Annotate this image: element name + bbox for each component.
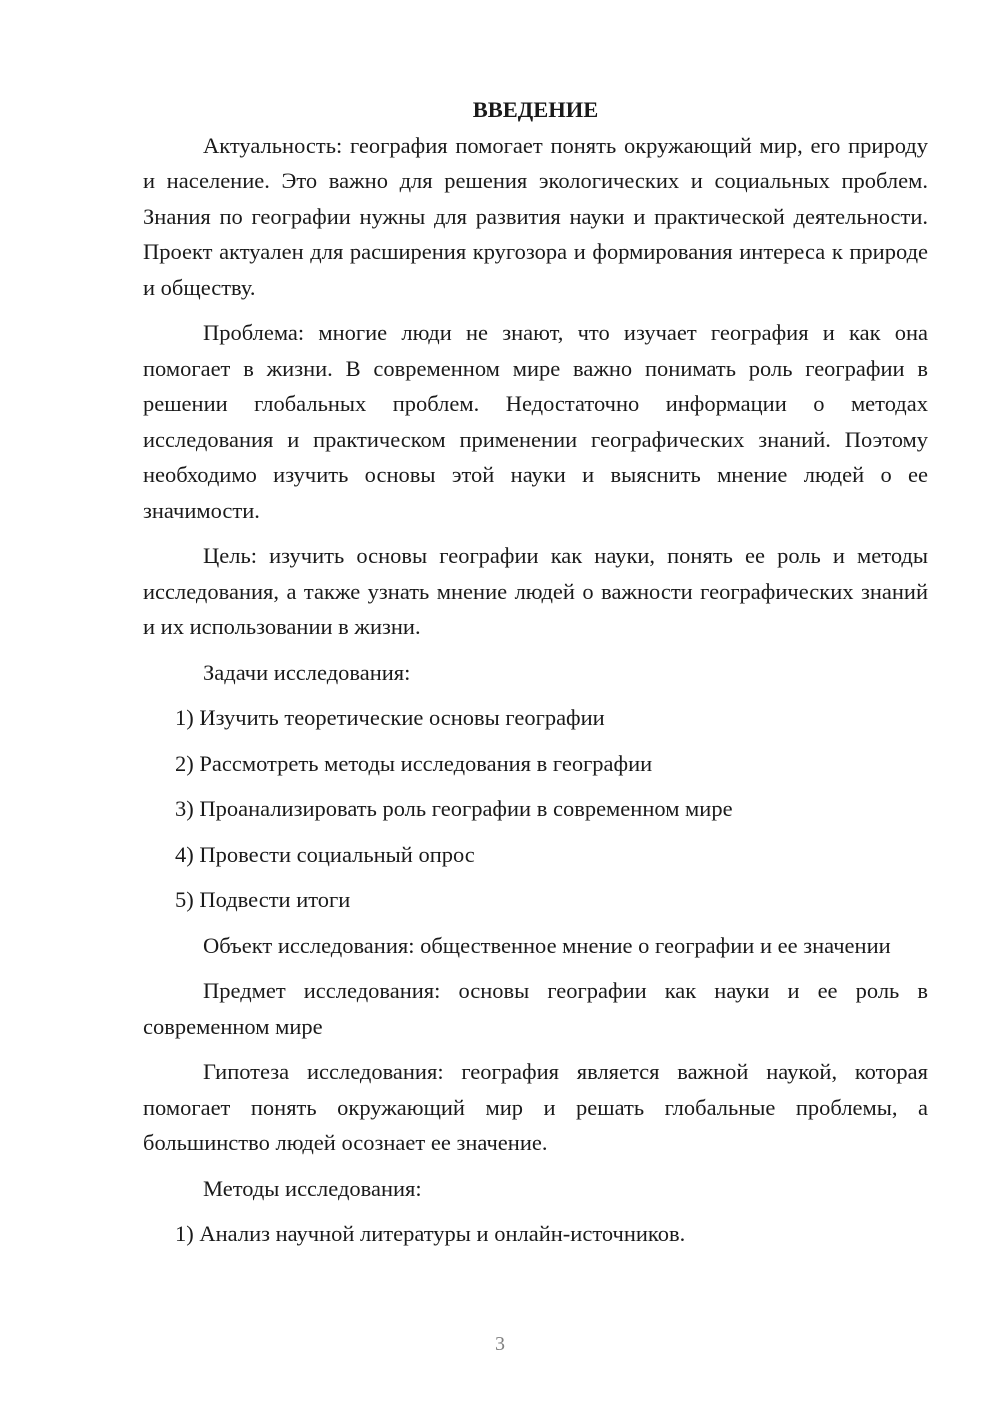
methods-heading: Методы исследования: [203, 1175, 422, 1201]
document-title: ВВЕДЕНИЕ [472, 97, 599, 122]
task-item: 5) Подвести итоги [175, 887, 351, 912]
paragraph-relevance: Актуальность: география помогает понять окружающий мир, его природу и население. Это важно для решения экологических и социальных проблем. Знания по географии нужны для развития науки и практической деятельности. Проект актуален для расширения кругозора и формирования интереса к природе и обществу. [143, 132, 928, 300]
paragraph-problem: Проблема: многие люди не знают, что изучает география и как она помогает в жизни. В современном мире важно понимать роль географии в решении глобальных проблем. Недостаточно информации о методах исследования и практическом применении географических знаний. Поэтому необходимо изучить основы этой науки и выяснить мнение людей о ее значимости. [143, 320, 928, 523]
task-item: 2) Рассмотреть методы исследования в географии [175, 750, 653, 776]
method-item: 1) Анализ научной литературы и онлайн-источников. [175, 1221, 686, 1246]
document-page [143, 92, 928, 1252]
paragraph-subject: Предмет исследования: основы географии как науки и ее роль в современном мире [143, 978, 928, 1039]
tasks-heading: Задачи исследования: [203, 659, 411, 685]
task-item: 1) Изучить теоретические основы географии [175, 705, 605, 730]
paragraph-goal: Цель: изучить основы географии как науки, понять ее роль и методы исследования, а также узнать мнение людей о важности географических знаний и их использовании в жизни. [143, 543, 928, 639]
task-item: 4) Провести социальный опрос [175, 841, 475, 867]
paragraph-object: Объект исследования: общественное мнение о географии и ее значении [203, 932, 891, 958]
task-item: 3) Проанализировать роль географии в современном мире [175, 796, 733, 821]
page-number: 3 [495, 1333, 505, 1355]
paragraph-hypothesis: Гипотеза исследования: география является важной наукой, которая помогает понять окружающий мир и решать глобальные проблемы, а большинство людей осознает ее значение. [143, 1059, 928, 1155]
